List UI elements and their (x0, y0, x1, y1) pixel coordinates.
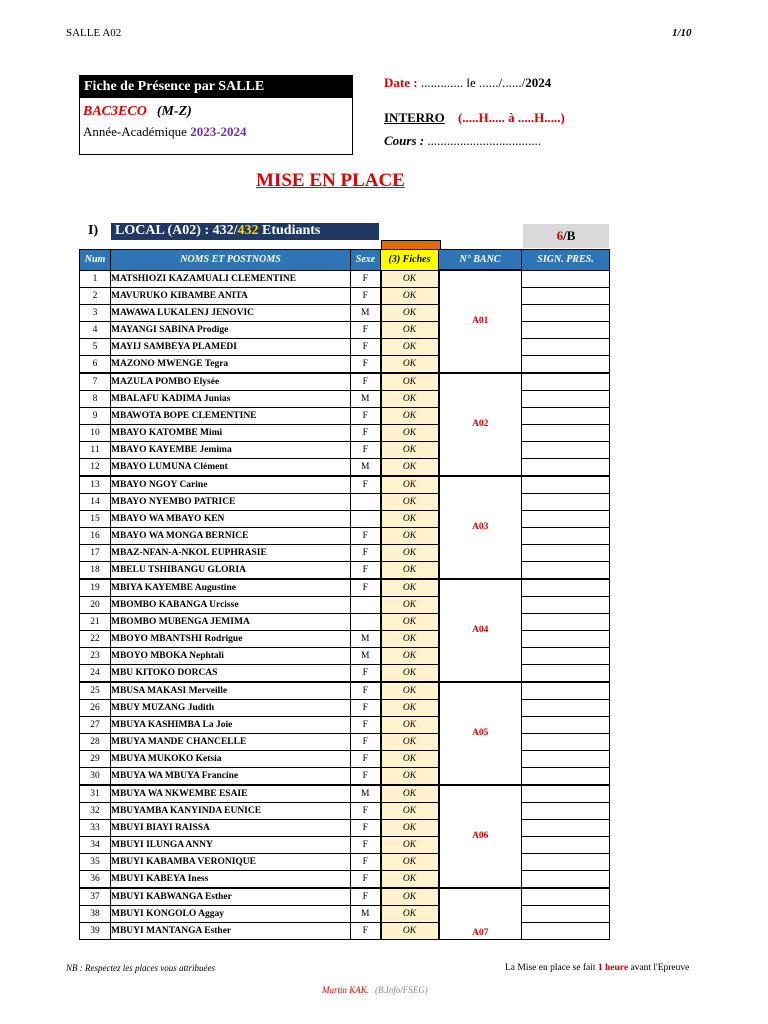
student-name: MBAYO NGOY Carine (111, 476, 351, 494)
row-number: 6 (80, 355, 111, 373)
student-name: MBOMBO MUBENGA JEMIMA (111, 613, 351, 630)
fiches-status: OK (381, 682, 439, 700)
table-row (80, 767, 610, 785)
student-sex: M (351, 458, 381, 476)
cours-dots: ................................... (427, 133, 542, 148)
ratio-suffix: /B (563, 228, 576, 243)
student-sex: F (351, 853, 381, 870)
student-name: MBUYI MANTANGA Esther (111, 922, 351, 939)
bench-number: A03 (439, 476, 522, 579)
row-number: 39 (80, 922, 111, 939)
date-year: 2024 (525, 75, 552, 90)
table-row (80, 905, 610, 922)
footer-mise-en-place (505, 963, 689, 973)
header-names: NOMS ET POSTNOMS (111, 250, 351, 271)
table-row (80, 476, 610, 494)
table-row (80, 630, 610, 647)
group: (M-Z) (156, 104, 192, 119)
table-row (80, 596, 610, 613)
student-name: MBAYO NYEMBO PATRICE (111, 493, 351, 510)
student-sex: F (351, 922, 381, 939)
signature-cell (522, 579, 610, 597)
signature-cell (522, 476, 610, 494)
fiches-status: OK (381, 304, 439, 321)
student-sex: F (351, 270, 381, 287)
student-sex: F (351, 888, 381, 906)
fiches-status: OK (381, 476, 439, 494)
row-number: 14 (80, 493, 111, 510)
student-name: MBAZ-NFAN-A-NKOL EUPHRASIE (111, 544, 351, 561)
student-sex: F (351, 733, 381, 750)
signature-cell (522, 441, 610, 458)
fiches-status: OK (381, 716, 439, 733)
table-row (80, 664, 610, 682)
student-sex: F (351, 716, 381, 733)
student-name: MAYANGI SABINA Prodige (111, 321, 351, 338)
student-sex: F (351, 321, 381, 338)
row-number: 33 (80, 819, 111, 836)
student-name: MBAWOTA BOPE CLEMENTINE (111, 407, 351, 424)
student-sex: F (351, 664, 381, 682)
student-sex: F (351, 579, 381, 597)
cours-label: Cours : (384, 133, 425, 148)
fiches-status: OK (381, 544, 439, 561)
fiches-status: OK (381, 888, 439, 906)
signature-cell (522, 596, 610, 613)
signature-cell (522, 424, 610, 441)
student-name: MBUYA WA MBUYA Francine (111, 767, 351, 785)
row-number: 24 (80, 664, 111, 682)
signature-cell (522, 510, 610, 527)
author-name: Martin KAK. (322, 985, 370, 995)
signature-cell (522, 647, 610, 664)
signature-cell (522, 561, 610, 579)
fiches-status: OK (381, 338, 439, 355)
table-row (80, 716, 610, 733)
signature-cell (522, 699, 610, 716)
signature-cell (522, 493, 610, 510)
table-row (80, 441, 610, 458)
table-row (80, 355, 610, 373)
table-row (80, 888, 610, 906)
table-row (80, 785, 610, 803)
signature-cell (522, 527, 610, 544)
student-sex: M (351, 905, 381, 922)
student-name: MBALAFU KADIMA Junias (111, 390, 351, 407)
table-row (80, 287, 610, 304)
row-number: 11 (80, 441, 111, 458)
table-row (80, 579, 610, 597)
row-number: 16 (80, 527, 111, 544)
mep-suffix: avant l'Epreuve (628, 963, 690, 973)
fiches-status: OK (381, 561, 439, 579)
row-number: 38 (80, 905, 111, 922)
table-row (80, 836, 610, 853)
table-row (80, 544, 610, 561)
table-row (80, 270, 610, 287)
footer-note: NB : Respectez les places vous attribuées (66, 963, 215, 973)
mise-en-place-title: MISE EN PLACE (256, 170, 405, 191)
student-sex (351, 493, 381, 510)
fiches-status: OK (381, 407, 439, 424)
table-body (80, 270, 610, 939)
student-sex: F (351, 373, 381, 391)
section-number: I) (88, 223, 99, 238)
row-number: 31 (80, 785, 111, 803)
academic-year-line (80, 124, 352, 140)
student-name: MBUSA MAKASI Merveille (111, 682, 351, 700)
bench-number: A06 (439, 785, 522, 888)
row-number: 12 (80, 458, 111, 476)
fiches-status: OK (381, 905, 439, 922)
table-row (80, 870, 610, 888)
table-row (80, 750, 610, 767)
student-name: MBUYA MANDE CHANCELLE (111, 733, 351, 750)
row-number: 4 (80, 321, 111, 338)
student-sex: F (351, 836, 381, 853)
student-name: MAYIJ SAMBEYA PLAMEDI (111, 338, 351, 355)
table-header-row (80, 250, 610, 271)
bench-number: A01 (439, 270, 522, 373)
row-number: 21 (80, 613, 111, 630)
signature-cell (522, 407, 610, 424)
local-total: 432 (237, 223, 259, 238)
student-sex (351, 613, 381, 630)
bench-number: A02 (439, 373, 522, 476)
row-number: 22 (80, 630, 111, 647)
cours-line (384, 133, 541, 149)
promotion: BAC3ECO (83, 104, 147, 119)
table-row (80, 682, 610, 700)
fiches-status: OK (381, 647, 439, 664)
fiches-status: OK (381, 664, 439, 682)
row-number: 13 (80, 476, 111, 494)
row-number: 15 (80, 510, 111, 527)
row-number: 27 (80, 716, 111, 733)
signature-cell (522, 853, 610, 870)
academic-year-label: Année-Académique (83, 124, 187, 139)
student-name: MBU KITOKO DORCAS (111, 664, 351, 682)
student-sex: F (351, 819, 381, 836)
row-number: 8 (80, 390, 111, 407)
student-name: MBUYI KABWANGA Esther (111, 888, 351, 906)
signature-cell (522, 304, 610, 321)
row-number: 25 (80, 682, 111, 700)
table-row (80, 407, 610, 424)
table-row (80, 338, 610, 355)
student-name: MBIYA KAYEMBE Augustine (111, 579, 351, 597)
fiches-status: OK (381, 527, 439, 544)
fiches-status: OK (381, 321, 439, 338)
table-row (80, 733, 610, 750)
fiches-status: OK (381, 596, 439, 613)
signature-cell (522, 905, 610, 922)
row-number: 9 (80, 407, 111, 424)
student-name: MBAYO WA MONGA BERNICE (111, 527, 351, 544)
student-name: MAZULA POMBO Elysée (111, 373, 351, 391)
row-number: 30 (80, 767, 111, 785)
fiches-status: OK (381, 579, 439, 597)
table-row (80, 510, 610, 527)
page-number: 1/10 (672, 27, 692, 39)
fiches-status: OK (381, 493, 439, 510)
table-row (80, 561, 610, 579)
signature-cell (522, 888, 610, 906)
fiches-status: OK (381, 270, 439, 287)
header-num: Num (80, 250, 111, 271)
interro-hours: (.....H..... à .....H.....) (457, 110, 565, 125)
fiches-status: OK (381, 373, 439, 391)
student-name: MBUYI ILUNGA ANNY (111, 836, 351, 853)
row-number: 10 (80, 424, 111, 441)
fiches-status: OK (381, 613, 439, 630)
student-sex: F (351, 561, 381, 579)
student-name: MBUYI KABAMBA VERONIQUE (111, 853, 351, 870)
student-sex: F (351, 476, 381, 494)
fiches-status: OK (381, 870, 439, 888)
row-number: 29 (80, 750, 111, 767)
row-number: 28 (80, 733, 111, 750)
row-number: 17 (80, 544, 111, 561)
fiches-status: OK (381, 699, 439, 716)
fiches-status: OK (381, 750, 439, 767)
table-row (80, 458, 610, 476)
signature-cell (522, 682, 610, 700)
student-sex: F (351, 682, 381, 700)
fiches-status: OK (381, 355, 439, 373)
author-org: (B.Info/FSEG) (375, 985, 428, 995)
fiches-status: OK (381, 785, 439, 803)
info-box (79, 75, 353, 155)
student-sex: F (351, 287, 381, 304)
fiches-status: OK (381, 458, 439, 476)
student-name: MBOMBO KABANGA Urcisse (111, 596, 351, 613)
header-banc: N° BANC (439, 250, 522, 271)
mep-prefix: La Mise en place se fait (505, 963, 598, 973)
student-name: MBUY MUZANG Judith (111, 699, 351, 716)
student-name: MBUYI KABEYA Iness (111, 870, 351, 888)
student-name: MAWAWA LUKALENJ JENOVIC (111, 304, 351, 321)
table-row (80, 613, 610, 630)
row-number: 2 (80, 287, 111, 304)
bench-number: A04 (439, 579, 522, 682)
table-row (80, 527, 610, 544)
fiches-status: OK (381, 630, 439, 647)
student-name: MAZONO MWENGE Tegra (111, 355, 351, 373)
table-row (80, 304, 610, 321)
table-row (80, 647, 610, 664)
student-sex (351, 596, 381, 613)
attendance-table (79, 249, 610, 940)
fiches-status: OK (381, 819, 439, 836)
student-name: MBAYO WA MBAYO KEN (111, 510, 351, 527)
student-sex: F (351, 407, 381, 424)
table-row (80, 922, 610, 939)
fiches-status: OK (381, 424, 439, 441)
fiches-status: OK (381, 510, 439, 527)
date-line (384, 75, 551, 91)
fiches-status: OK (381, 767, 439, 785)
ratio-number: 6 (556, 228, 564, 243)
student-name: MBUYI BIAYI RAISSA (111, 819, 351, 836)
signature-cell (522, 544, 610, 561)
student-sex: F (351, 355, 381, 373)
signature-cell (522, 785, 610, 803)
row-number: 23 (80, 647, 111, 664)
table-row (80, 493, 610, 510)
signature-cell (522, 287, 610, 304)
student-name: MBELU TSHIBANGU GLORIA (111, 561, 351, 579)
student-name: MBUYAMBA KANYINDA EUNICE (111, 802, 351, 819)
signature-cell (522, 922, 610, 939)
student-sex: F (351, 802, 381, 819)
table-row (80, 373, 610, 391)
row-number: 37 (80, 888, 111, 906)
fiches-status: OK (381, 441, 439, 458)
table-row (80, 321, 610, 338)
row-number: 1 (80, 270, 111, 287)
date-label: Date : (384, 75, 418, 90)
table-row (80, 802, 610, 819)
signature-cell (522, 630, 610, 647)
student-sex: F (351, 527, 381, 544)
table-row (80, 390, 610, 407)
student-sex: F (351, 544, 381, 561)
fiches-status: OK (381, 390, 439, 407)
interro-line (384, 110, 565, 126)
signature-cell (522, 750, 610, 767)
student-name: MAVURUKO KIBAMBE ANITA (111, 287, 351, 304)
info-title: Fiche de Présence par SALLE (80, 76, 352, 98)
interro-label: INTERRO (384, 110, 445, 125)
academic-year: 2023-2024 (190, 124, 247, 139)
signature-cell (522, 819, 610, 836)
header-sign: SIGN. PRES. (522, 250, 610, 271)
student-name: MBAYO KATOMBE Mimi (111, 424, 351, 441)
signature-cell (522, 716, 610, 733)
row-number: 36 (80, 870, 111, 888)
page-header-room: SALLE A02 (66, 27, 122, 39)
student-name: MBUYA KASHIMBA La Joie (111, 716, 351, 733)
promotion-line (80, 104, 352, 120)
student-name: MBAYO KAYEMBE Jemima (111, 441, 351, 458)
student-sex: F (351, 699, 381, 716)
local-banner (111, 223, 379, 240)
local-suffix: Etudiants (258, 223, 321, 238)
fiches-status: OK (381, 287, 439, 304)
signature-cell (522, 836, 610, 853)
student-name: MBAYO LUMUNA Clément (111, 458, 351, 476)
signature-cell (522, 870, 610, 888)
student-sex: M (351, 630, 381, 647)
table-row (80, 424, 610, 441)
mep-highlight: 1 heure (597, 963, 629, 973)
bench-number: A07 (439, 888, 522, 940)
header-fiches: (3) Fiches (381, 250, 439, 271)
student-sex: F (351, 338, 381, 355)
student-sex: F (351, 870, 381, 888)
student-name: MBUYI KONGOLO Aggay (111, 905, 351, 922)
row-number: 26 (80, 699, 111, 716)
student-name: MATSHIOZI KAZAMUALI CLEMENTINE (111, 270, 351, 287)
row-number: 18 (80, 561, 111, 579)
student-sex: F (351, 750, 381, 767)
row-number: 7 (80, 373, 111, 391)
table-row (80, 853, 610, 870)
date-dots: ............. le ....../....../ (420, 75, 526, 90)
student-name: MBOYO MBOKA Nephtali (111, 647, 351, 664)
student-sex: M (351, 647, 381, 664)
signature-cell (522, 733, 610, 750)
signature-cell (522, 458, 610, 476)
signature-cell (522, 664, 610, 682)
header-sexe: Sexe (351, 250, 381, 271)
signature-cell (522, 613, 610, 630)
student-sex: F (351, 767, 381, 785)
row-number: 5 (80, 338, 111, 355)
row-number: 20 (80, 596, 111, 613)
signature-cell (522, 321, 610, 338)
signature-cell (522, 390, 610, 407)
student-name: MBUYA MUKOKO Ketsia (111, 750, 351, 767)
signature-cell (522, 373, 610, 391)
row-number: 35 (80, 853, 111, 870)
signature-cell (522, 338, 610, 355)
row-number: 32 (80, 802, 111, 819)
student-sex (351, 510, 381, 527)
signature-cell (522, 355, 610, 373)
table-row (80, 699, 610, 716)
fiches-status: OK (381, 853, 439, 870)
fiches-status: OK (381, 836, 439, 853)
student-sex: F (351, 424, 381, 441)
student-sex: M (351, 390, 381, 407)
student-name: MBOYO MBANTSHI Rodrigue (111, 630, 351, 647)
table-row (80, 819, 610, 836)
row-number: 19 (80, 579, 111, 597)
footer-author (322, 985, 428, 995)
students-per-bench (523, 224, 609, 248)
fiches-status: OK (381, 922, 439, 939)
signature-cell (522, 767, 610, 785)
student-sex: F (351, 441, 381, 458)
signature-cell (522, 270, 610, 287)
signature-cell (522, 802, 610, 819)
fiches-status: OK (381, 733, 439, 750)
local-prefix: LOCAL (A02) : 432/ (115, 223, 238, 238)
fiches-status: OK (381, 802, 439, 819)
bench-number: A05 (439, 682, 522, 785)
student-name: MBUYA WA NKWEMBE ESAIE (111, 785, 351, 803)
student-sex: M (351, 785, 381, 803)
row-number: 3 (80, 304, 111, 321)
row-number: 34 (80, 836, 111, 853)
student-sex: M (351, 304, 381, 321)
